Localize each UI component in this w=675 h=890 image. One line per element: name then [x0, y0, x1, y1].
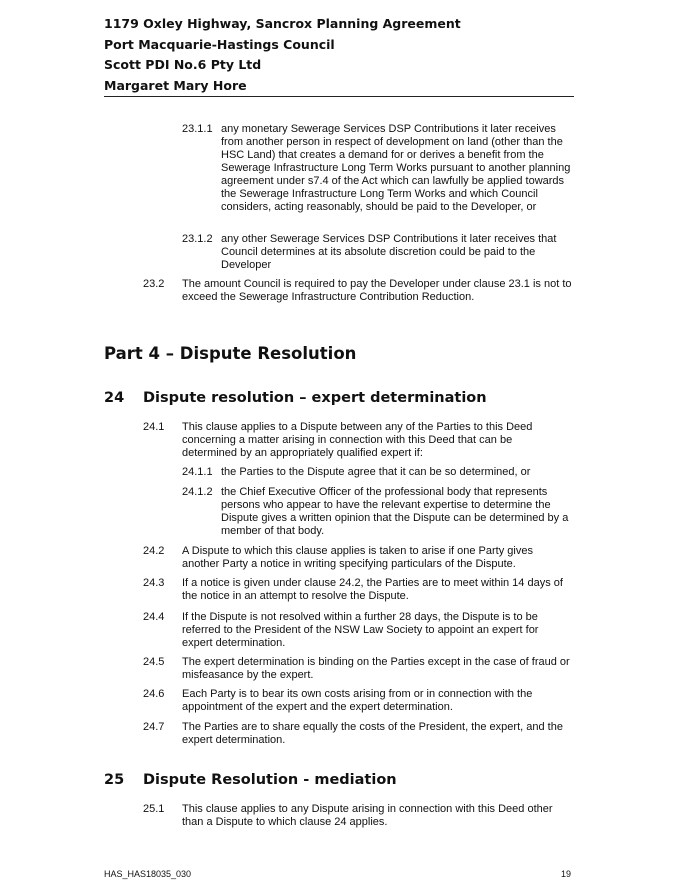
clause-text: The expert determination is binding on the Parties except in the case of fraud or misfeasance by the expert. — [182, 656, 570, 681]
clause-number: 24.4 — [143, 611, 165, 623]
clause-text: the Chief Executive Officer of the professional body that represents persons who appear to have the relevant expertise to determine the Dispute gives a written opinion that the Dispute can be determined by a member of that body. — [221, 486, 569, 537]
part-title: Part 4 – Dispute Resolution — [104, 344, 357, 363]
document-header — [104, 14, 574, 96]
clause-text: The Parties are to share equally the costs of the President, the expert, and the expert determination. — [182, 721, 563, 746]
clause-text: If a notice is given under clause 24.2, the Parties are to meet within 14 days of the notice in an attempt to resolve the Dispute. — [182, 577, 563, 602]
clause-text: This clause applies to any Dispute arising in connection with this Deed other than a Dispute to which clause 24 applies. — [182, 803, 553, 828]
clause-number: 24.5 — [143, 656, 165, 668]
clause-text: the Parties to the Dispute agree that it can be so determined, or — [221, 466, 531, 478]
clause-number: 24.6 — [143, 688, 165, 700]
clause-text: This clause applies to a Dispute between any of the Parties to this Deed concerning a matter arising in connection with this Deed that can be determined by an appropriately qualified expert if: — [182, 421, 533, 459]
clause-text: any other Sewerage Services DSP Contributions it later receives that Council determines at its absolute discretion could be paid to the Developer — [221, 233, 557, 271]
header-line-landowner: Margaret Mary Hore — [104, 77, 247, 93]
clause-number: 24.7 — [143, 721, 165, 733]
clause-number: 25.1 — [143, 803, 165, 815]
clause-number: 24.1.1 — [182, 466, 213, 478]
header-divider — [104, 96, 574, 97]
section-title: Dispute resolution – expert determination — [143, 390, 487, 406]
clause-text: A Dispute to which this clause applies is taken to arise if one Party gives another Party a notice in writing specifying particulars of the Dispute. — [182, 545, 533, 570]
clause-text: Each Party is to bear its own costs arising from or in connection with the appointment of the expert and the expert determination. — [182, 688, 533, 713]
clause-number: 24.1.2 — [182, 486, 213, 498]
section-number: 24 — [104, 390, 125, 406]
clause-text: If the Dispute is not resolved within a further 28 days, the Dispute is to be referred to the President of the NSW Law Society to appoint an expert for expert determination. — [182, 611, 539, 649]
clause-number: 24.3 — [143, 577, 165, 589]
section-number: 25 — [104, 772, 125, 788]
section-title: Dispute Resolution - mediation — [143, 772, 397, 788]
clause-number: 24.2 — [143, 545, 165, 557]
header-line-council: Port Macquarie-Hastings Council — [104, 36, 335, 52]
clause-number: 23.2 — [143, 278, 165, 290]
footer-page-number: 19 — [561, 869, 572, 879]
footer-document-reference: HAS_HAS18035_030 — [104, 869, 192, 879]
clause-number: 23.1.2 — [182, 233, 213, 245]
clause-number: 23.1.1 — [182, 123, 213, 135]
clause-number: 24.1 — [143, 421, 165, 433]
clause-text: The amount Council is required to pay the Developer under clause 23.1 is not to exceed the Sewerage Infrastructure Contribution Reduction. — [182, 278, 572, 303]
header-line-developer: Scott PDI No.6 Pty Ltd — [104, 57, 262, 72]
clause-text: any monetary Sewerage Services DSP Contributions it later receives from another person in respect of development on land (other than the HSC Land) that creates a demand for or derives a benefit from the Sewerage Infrastructure Long Term Works pursuant to another planning agreement under s7.4 of the Act which can lawfully be applied towards the Sewerage Infrastructure Long Term Works and which Council considers, acting reasonably, should be paid to the Developer, or — [221, 123, 571, 213]
header-line-title: 1179 Oxley Highway, Sancrox Planning Agreement — [104, 16, 461, 31]
